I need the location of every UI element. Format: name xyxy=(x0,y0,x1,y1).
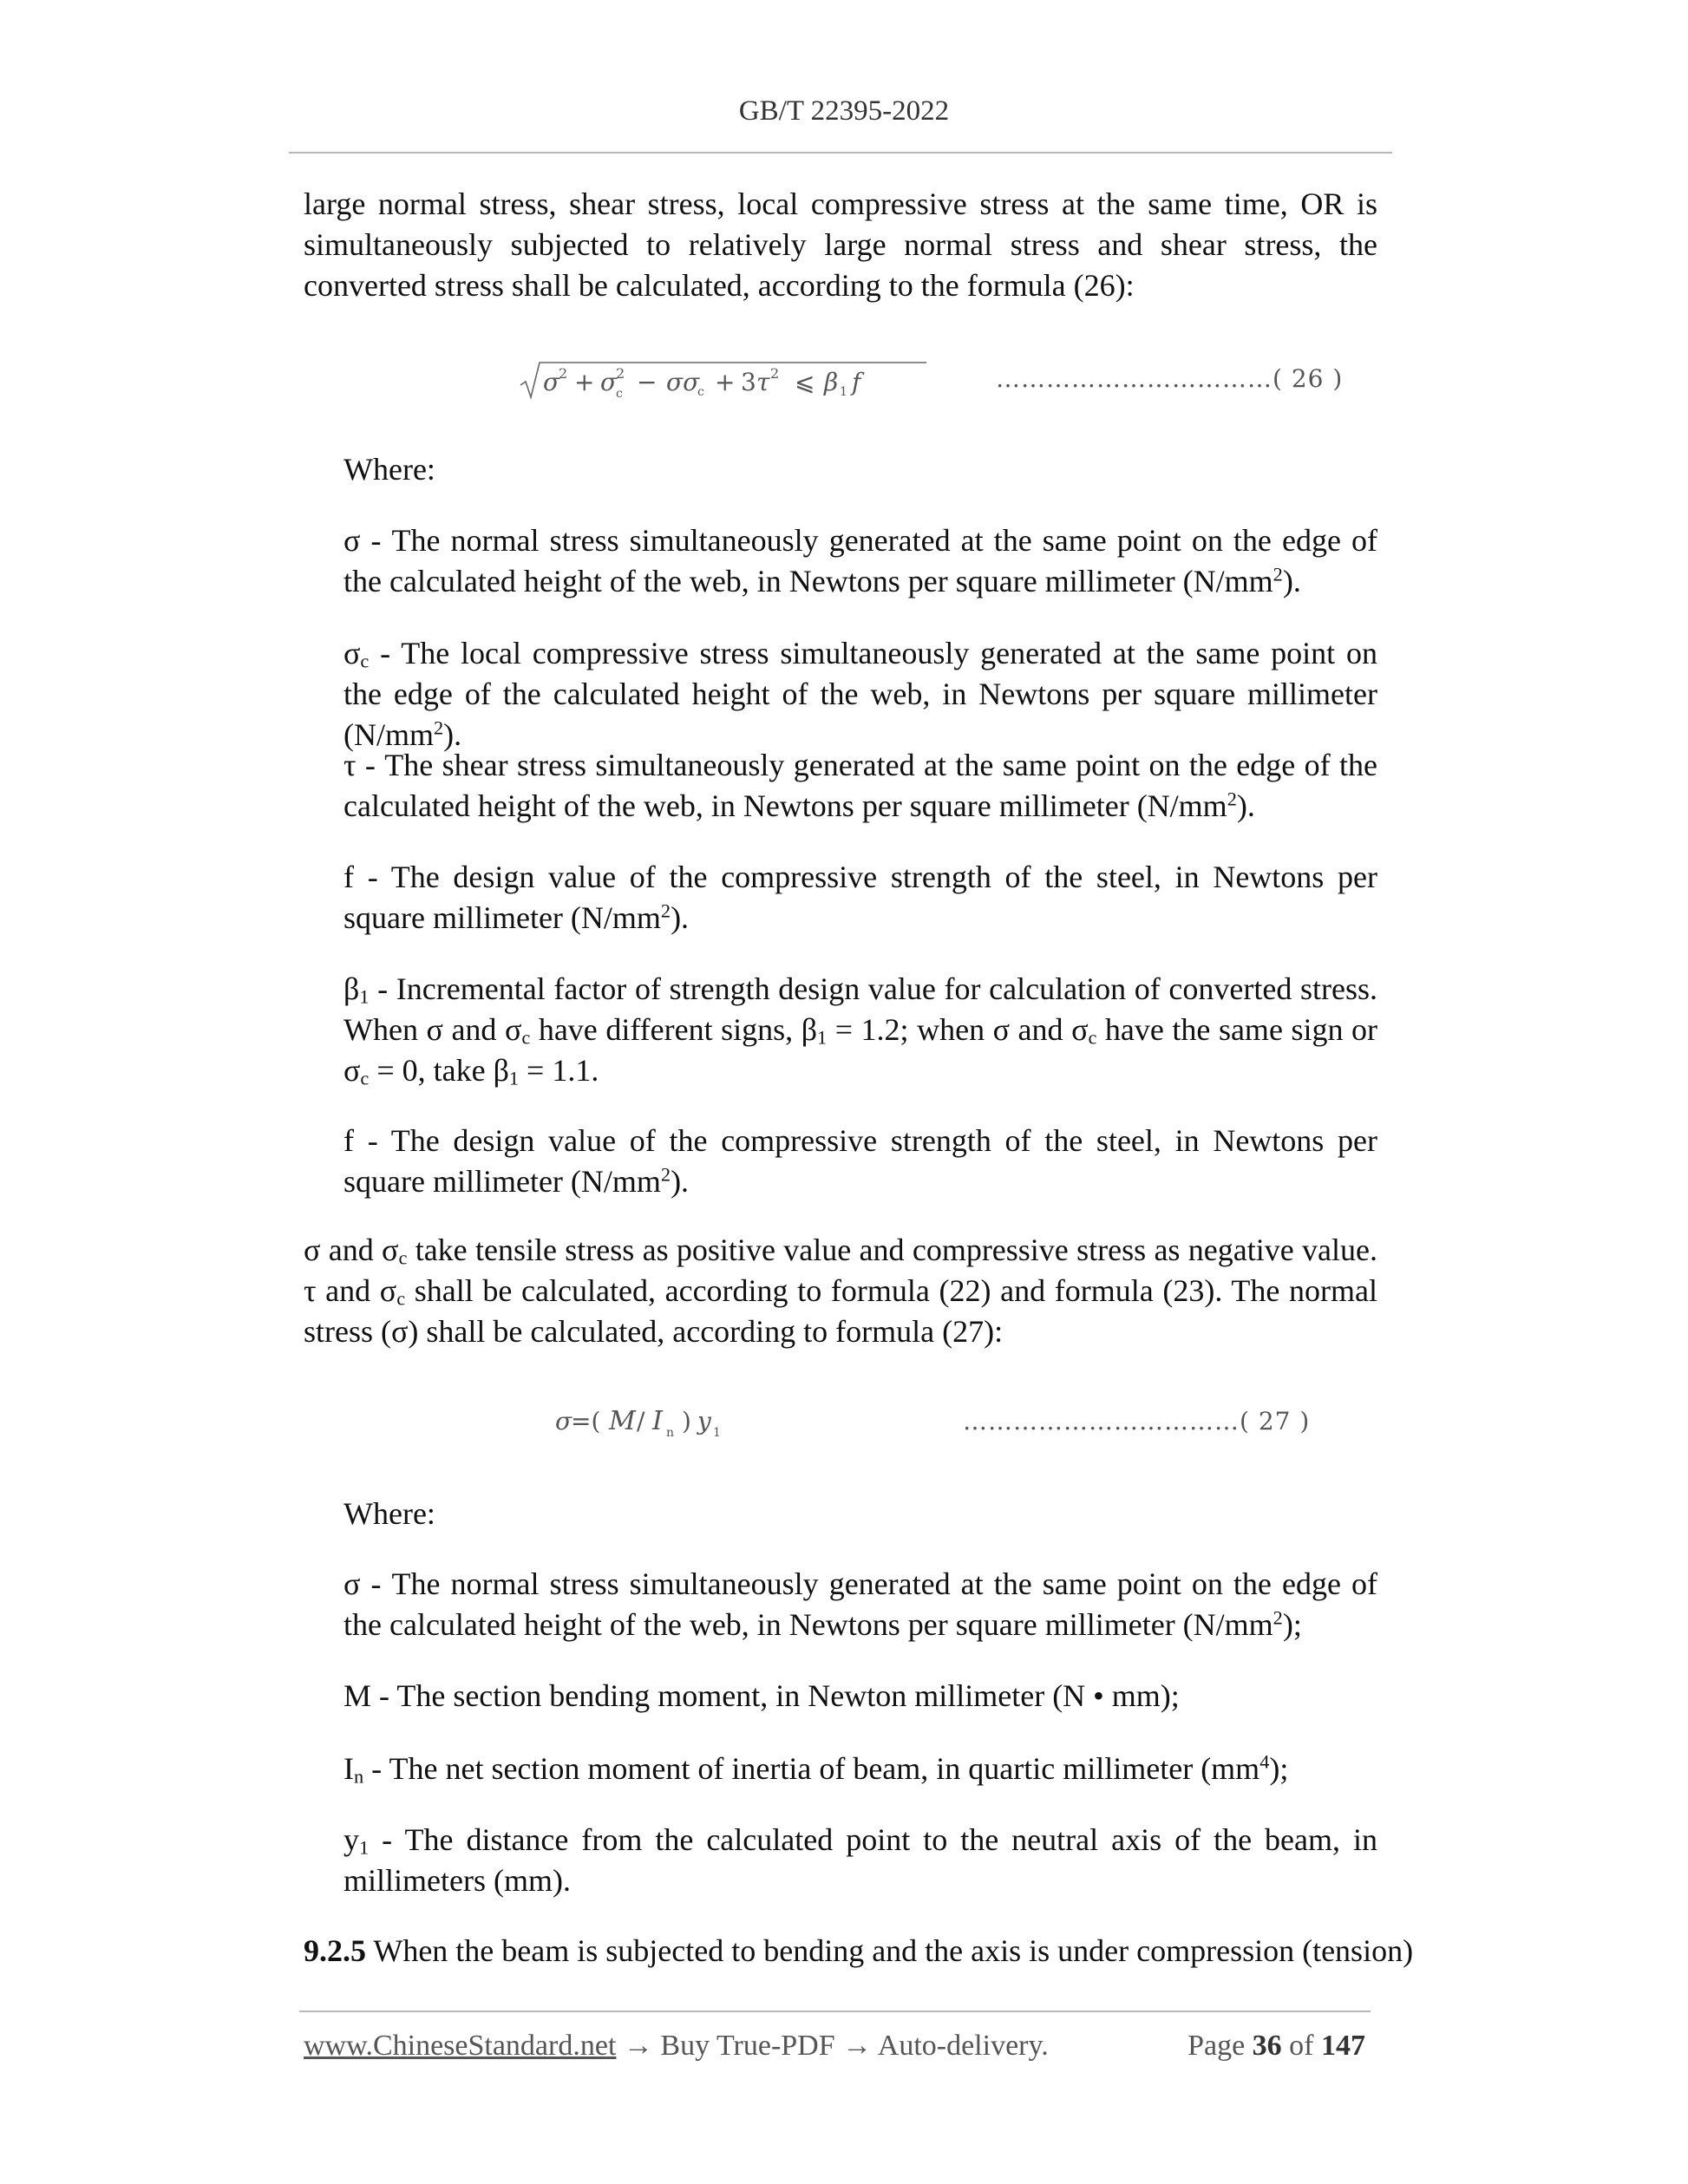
def-tau: τ - The shear stress simultaneously generated at the same point on the edge of the calculated height of the web, in Newtons per square millimeter $(N/mm^2)$. xyxy=(343,748,1377,823)
where-label-1: Where: xyxy=(343,452,435,487)
svg-text:f: f xyxy=(852,368,861,396)
formula-27-number: ( 27 ) xyxy=(1240,1407,1311,1435)
section-9-2-5 xyxy=(304,1931,1413,1971)
section-text: When the beam is subjected to bending and the axis is under compression (tension) xyxy=(366,1933,1414,1968)
svg-text:σ: σ xyxy=(555,1407,572,1435)
svg-text:β: β xyxy=(824,368,839,396)
svg-text:n: n xyxy=(666,1426,675,1440)
def-sigma-c: $\sigma_c$ - The local compressive stress simultaneously generated at the same point on the edge of the calculated height of the web, in Newtons per square millimeter $(N/mm^2)$. xyxy=(343,636,1377,752)
where-label-2: Where: xyxy=(343,1496,435,1531)
def-y1: $y_1$ - The distance from the calculated point to the neutral axis of the beam, in millimeters (mm). xyxy=(343,1822,1377,1898)
svg-text:−: − xyxy=(637,368,658,396)
def-sigma-1: σ - The normal stress simultaneously generated at the same point on the edge of the calculated height of the web, in Newtons per square millimeter $(N/mm^2)$. xyxy=(343,523,1377,598)
formula-26-label xyxy=(996,364,1343,393)
svg-text:2: 2 xyxy=(616,365,625,382)
footer-left xyxy=(304,2030,1049,2063)
footer-divider xyxy=(299,2011,1371,2012)
def-in: $I_n$ - The net section moment of inertia of beam, in quartic millimeter $(mm^4)$; xyxy=(343,1750,1289,1788)
svg-text:σ: σ xyxy=(600,368,618,396)
footer-page-total: 147 xyxy=(1321,2030,1365,2062)
footer-page-indicator: Page 36 of 147 xyxy=(1187,2030,1365,2062)
def-beta-1: $\beta_1$ - Incremental factor of strength design value for calculation of converted stress. When σ and $\sigma_c$ have different signs, $\beta_1 = 1.2$; when σ and $\sigma_c$ have the same sign or $\sigma_c = 0$, take $\beta_1 = 1.1$. xyxy=(343,971,1377,1089)
svg-text:3: 3 xyxy=(741,368,756,396)
svg-text:2: 2 xyxy=(770,365,780,382)
def-sigma-2: σ - The normal stress simultaneously generated at the same point on the edge of the calculated height of the web, in Newtons per square millimeter $(N/mm^2)$; xyxy=(343,1566,1377,1642)
svg-text:c: c xyxy=(616,387,623,401)
footer-website-link[interactable]: www.ChineseStandard.net xyxy=(304,2030,617,2062)
section-number: 9.2.5 xyxy=(304,1933,366,1968)
formula-26 xyxy=(519,357,926,409)
svg-text:+: + xyxy=(574,368,595,396)
def-f-2: f - The design value of the compressive strength of the steel, in Newtons per square millimeter $(N/mm^2)$. xyxy=(343,1123,1377,1199)
svg-text:=(: =( xyxy=(571,1407,601,1435)
svg-text:+: + xyxy=(715,368,736,396)
formula-26-leader-dots: …………………………… xyxy=(996,364,1273,393)
formula-26-graphic xyxy=(519,357,926,402)
svg-text:/: / xyxy=(637,1407,645,1435)
formula-27-graphic xyxy=(555,1402,763,1443)
svg-text:σσ: σσ xyxy=(666,368,700,396)
svg-text:2: 2 xyxy=(559,365,568,382)
svg-text:τ: τ xyxy=(756,368,770,396)
svg-text:⩽: ⩽ xyxy=(795,368,815,396)
formula-27 xyxy=(555,1402,763,1450)
svg-text:c: c xyxy=(697,385,704,399)
svg-text:σ: σ xyxy=(543,368,560,396)
footer-tagline: → Buy True-PDF → Auto-delivery. xyxy=(616,2030,1049,2062)
header-divider xyxy=(289,152,1392,154)
svg-text:1: 1 xyxy=(713,1426,721,1440)
page-header-title: GB/T 22395-2022 xyxy=(738,95,950,127)
sign-convention-paragraph: σ and $\sigma_c$ take tensile stress as positive value and compressive stress as negative value. τ and $\sigma_c$ shall be calculated, according to formula (22) and formula (23). The normal stress (σ) shall be calculated, according to formula (27): xyxy=(304,1233,1377,1349)
formula-27-leader-dots: …………………………… xyxy=(963,1407,1240,1435)
svg-text:): ) xyxy=(682,1407,691,1435)
svg-text:y: y xyxy=(697,1407,711,1435)
formula-27-label xyxy=(963,1407,1310,1435)
intro-paragraph: large normal stress, shear stress, local compressive stress at the same time, OR is simultaneously subjected to relatively large normal stress and shear stress, the converted stress shall be calculated, according to the formula (26): xyxy=(304,186,1377,303)
def-f-1: f - The design value of the compressive strength of the steel, in Newtons per square millimeter $(N/mm^2)$. xyxy=(343,860,1377,935)
footer-page-number: 36 xyxy=(1252,2030,1282,2062)
svg-text:I: I xyxy=(652,1406,663,1436)
svg-text:1: 1 xyxy=(840,385,847,399)
formula-26-number: ( 26 ) xyxy=(1273,364,1344,393)
svg-text:M: M xyxy=(609,1406,636,1436)
def-m: M - The section bending moment, in Newton millimeter (N • mm); xyxy=(343,1678,1180,1713)
